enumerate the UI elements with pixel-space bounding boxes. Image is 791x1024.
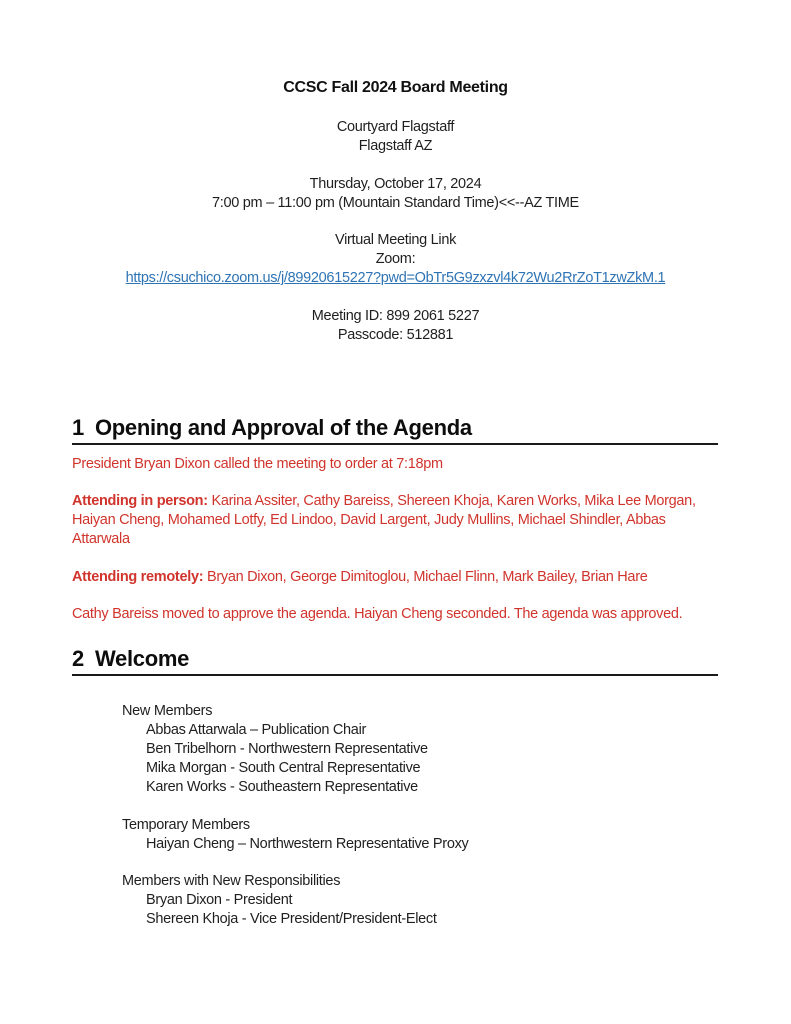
list-item: Abbas Attarwala – Publication Chair bbox=[146, 722, 367, 738]
venue-block bbox=[0, 118, 791, 156]
attending-remotely-paragraph bbox=[72, 568, 718, 587]
list-item: Ben Tribelhorn - Northwestern Representative bbox=[146, 741, 428, 757]
doc-header bbox=[0, 0, 791, 345]
list-item: Karen Works - Southeastern Representative bbox=[146, 779, 418, 795]
agenda-approval-text: Cathy Bareiss moved to approve the agenda. Haiyan Cheng seconded. The agenda was approved. bbox=[72, 606, 683, 622]
call-to-order-text: President Bryan Dixon called the meeting to order at 7:18pm bbox=[72, 456, 443, 472]
group-temporary-members bbox=[122, 816, 718, 854]
group-heading: Temporary Members bbox=[122, 817, 250, 833]
attending-remotely-names: Bryan Dixon, George Dimitoglou, Michael Flinn, Mark Bailey, Brian Hare bbox=[203, 569, 648, 585]
group-new-responsibilities bbox=[122, 872, 718, 929]
attending-in-person-paragraph bbox=[72, 492, 718, 549]
meeting-id-line: Meeting ID: 899 2061 5227 bbox=[311, 308, 480, 324]
zoom-meeting-link[interactable]: https://csuchico.zoom.us/j/89920615227?pwd=ObTr5G9zxzvl4k72Wu2RrZoT1zwZkM.1 bbox=[125, 270, 666, 286]
page-title: CCSC Fall 2024 Board Meeting bbox=[283, 79, 508, 96]
list-item: Haiyan Cheng – Northwestern Representative Proxy bbox=[146, 836, 469, 852]
attending-remotely-label: Attending remotely: bbox=[72, 569, 204, 585]
datetime-block bbox=[0, 175, 791, 213]
passcode-line: Passcode: 512881 bbox=[337, 327, 454, 343]
virtual-meeting-label: Virtual Meeting Link bbox=[334, 232, 457, 248]
section-title: Opening and Approval of the Agenda bbox=[94, 415, 472, 440]
section-number: 1 bbox=[72, 415, 84, 440]
attending-in-person-label: Attending in person: bbox=[72, 493, 208, 509]
list-item: Mika Morgan - South Central Representative bbox=[146, 760, 421, 776]
attending-in-person-names: Karina Assiter, Cathy Bareiss, Shereen Khoja, Karen Works, Mika Lee Morgan, Haiyan Cheng, Mohamed Lotfy, Ed Lindoo, David Largent, Judy Mullins, Michael Shindler, Abbas Attarwala bbox=[72, 493, 696, 547]
venue-name-line: Courtyard Flagstaff bbox=[336, 119, 455, 135]
agenda-approval-paragraph bbox=[72, 605, 718, 624]
section-number: 2 bbox=[72, 646, 84, 671]
list-item: Bryan Dixon - President bbox=[146, 892, 293, 908]
section-heading bbox=[72, 416, 718, 445]
platform-label: Zoom: bbox=[375, 251, 416, 267]
section-welcome bbox=[72, 647, 718, 929]
group-heading: New Members bbox=[122, 703, 213, 719]
section-opening-approval bbox=[72, 416, 718, 624]
group-heading: Members with New Responsibilities bbox=[122, 873, 341, 889]
list-item: Shereen Khoja - Vice President/President-Elect bbox=[146, 911, 437, 927]
member-groups bbox=[72, 702, 718, 929]
meeting-credentials-block bbox=[0, 307, 791, 345]
virtual-meeting-block bbox=[0, 231, 791, 288]
venue-city-line: Flagstaff AZ bbox=[358, 138, 433, 154]
section-heading bbox=[72, 647, 718, 676]
meeting-date-line: Thursday, October 17, 2024 bbox=[309, 176, 482, 192]
section-title: Welcome bbox=[94, 646, 190, 671]
meeting-time-line: 7:00 pm – 11:00 pm (Mountain Standard Time)<<--AZ TIME bbox=[212, 195, 579, 211]
group-new-members bbox=[122, 702, 718, 797]
call-to-order-paragraph bbox=[72, 455, 718, 474]
